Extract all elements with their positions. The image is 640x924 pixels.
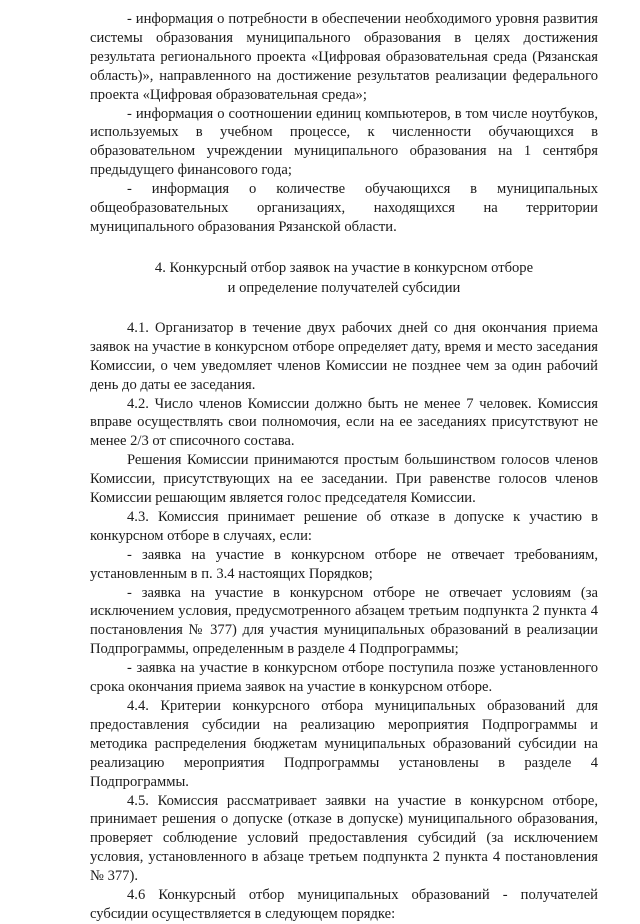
document-page xyxy=(90,10,598,924)
section-heading-line-2: и определение получателей субсидии xyxy=(227,279,461,296)
paragraph-4-3: 4.3. Комиссия принимает решение об отказе в допуске к участию в конкурсном отборе в случаях, если: xyxy=(90,508,598,544)
paragraph-4-6: 4.6 Конкурсный отбор муниципальных образований - получателей субсидии осуществляется в следующем порядке: xyxy=(90,887,598,922)
paragraph-4-1: 4.1. Организатор в течение двух рабочих дней со дня окончания приема заявок на участие в конкурсном отборе определяет дату, время и место заседания Комиссии, о чем уведомляет членов Комиссии не позднее чем за один рабочий день до даты ее заседания. xyxy=(90,319,598,393)
paragraph-4-4: 4.4. Критерии конкурсного отбора муниципальных образований для предоставления субсидии на реализацию мероприятия Подпрограммы и методика распределения бюджетам муниципальных образований субсидии на реализацию мероприятия Подпрограммы установлены в разделе 4 Подпрограммы. xyxy=(90,698,598,790)
paragraph-4-5: 4.5. Комиссия рассматривает заявки на участие в конкурсном отборе, принимает решения о допуске (отказе в допуске) муниципального образования, проверяет соблюдение условий предоставления субсидий (за исключением условия, установленного в абзаце третьем подпункта 2 пункта 4 постановления № 377). xyxy=(90,792,598,885)
paragraph-computers-ratio: - информация о соотношении единиц компьютеров, в том числе ноутбуков, используемых в учебном процессе, к численности обучающихся в образовательном учреждении муниципального образования на 1 сентября предыдущего финансового года; xyxy=(90,105,598,179)
paragraph-4-2: 4.2. Число членов Комиссии должно быть не менее 7 человек. Комиссия вправе осуществлять свои полномочия, если на ее заседаниях присутствуют не менее 2/3 от списочного состава. xyxy=(90,395,598,450)
spacer xyxy=(90,237,598,258)
spacer xyxy=(90,298,598,319)
section-heading-line-1: 4. Конкурсный отбор заявок на участие в конкурсном отборе xyxy=(154,259,534,276)
paragraph-refusal-requirements: - заявка на участие в конкурсном отборе не отвечает требованиям, установленным в п. 3.4 настоящих Порядков; xyxy=(90,546,598,582)
paragraph-needs-info: - информация о потребности в обеспечении необходимого уровня развития системы образования муниципального образования в целях достижения результата регионального проекта «Цифровая образовательная среда (Рязанская область)», направленного на достижение результатов реализации федерального проекта «Цифровая образовательная среда»; xyxy=(90,11,598,103)
paragraph-refusal-conditions: - заявка на участие в конкурсном отборе не отвечает условиям (за исключением условия, предусмотренного абзацем третьим подпункта 2 пункта 4 постановления № 377) для участия муниципальных образований в реализации Подпрограммы, определенным в разделе 4 Подпрограммы; xyxy=(90,584,598,658)
paragraph-refusal-late: - заявка на участие в конкурсном отборе поступила позже установленного срока окончания приема заявок на участие в конкурсном отборе. xyxy=(90,660,598,696)
paragraph-decisions: Решения Комиссии принимаются простым большинством голосов членов Комиссии, присутствующих на ее заседании. При равенстве голосов членов Комиссии решающим является голос председателя Комиссии. xyxy=(90,452,598,507)
paragraph-students-count: - информация о количестве обучающихся в муниципальных общеобразовательных организациях, находящихся на территории муниципального образования Рязанской области. xyxy=(90,181,598,235)
